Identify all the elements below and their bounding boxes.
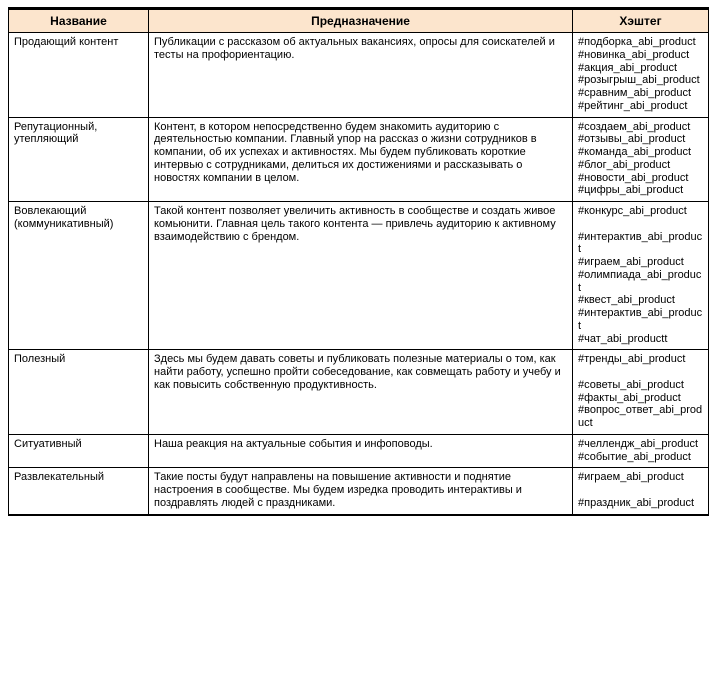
- cell-hashtags: #челлендж_abi_product #событие_abi_product: [573, 434, 709, 468]
- cell-purpose: Публикации с рассказом об актуальных вакансиях, опросы для соискателей и тесты на профориентацию.: [149, 33, 573, 118]
- cell-purpose: Такой контент позволяет увеличить активность в сообществе и создать живое комьюнити. Главная цель такого контента — привлечь аудиторию к активному взаимодействию с брендом.: [149, 202, 573, 350]
- cell-hashtags: #тренды_abi_product #советы_abi_product #факты_abi_product #вопрос_ответ_abi_product: [573, 350, 709, 435]
- cell-purpose: Контент, в котором непосредственно будем знакомить аудиторию с деятельностью компании. Главный упор на рассказ о жизни сотрудников в компании, об их успехах и активностях. Мы будем публиковать короткие интервью с сотрудниками, делиться их достижениями и рассказывать о новостях компании в целом.: [149, 117, 573, 202]
- column-header-purpose: Предназначение: [149, 9, 573, 33]
- cell-name: Развлекательный: [9, 468, 149, 515]
- cell-hashtags: #конкурс_abi_product #интерактив_abi_product #играем_abi_product #олимпиада_abi_product #квест_abi_product #интерактив_abi_product #чат_abi_productt: [573, 202, 709, 350]
- cell-purpose: Наша реакция на актуальные события и инфоповоды.: [149, 434, 573, 468]
- cell-purpose: Здесь мы будем давать советы и публиковать полезные материалы о том, как найти работу, успешно пройти собеседование, как совмещать работу и учебу и как повысить собственную продуктивность.: [149, 350, 573, 435]
- cell-name: Полезный: [9, 350, 149, 435]
- cell-name: Вовлекающий (коммуникативный): [9, 202, 149, 350]
- table-row: [9, 468, 709, 515]
- cell-purpose: Такие посты будут направлены на повышение активности и поднятие настроения в сообществе. Мы будем изредка проводить интерактивы и поздравлять людей с праздниками.: [149, 468, 573, 515]
- column-header-name: Название: [9, 9, 149, 33]
- cell-hashtags: #играем_abi_product #праздник_abi_product: [573, 468, 709, 515]
- table-row: [9, 202, 709, 350]
- table-row: [9, 434, 709, 468]
- table-row: [9, 117, 709, 202]
- cell-hashtags: #подборка_abi_product #новинка_abi_product #акция_abi_product #розыгрыш_abi_product #сравним_abi_product #рейтинг_abi_product: [573, 33, 709, 118]
- cell-name: Ситуативный: [9, 434, 149, 468]
- cell-hashtags: #создаем_abi_product #отзывы_abi_product #команда_abi_product #блог_abi_product #новости_abi_product #цифры_abi_product: [573, 117, 709, 202]
- table-header-row: [9, 9, 709, 33]
- cell-name: Репутационный, утепляющий: [9, 117, 149, 202]
- table-row: [9, 350, 709, 435]
- cell-name: Продающий контент: [9, 33, 149, 118]
- table-row: [9, 33, 709, 118]
- column-header-hashtag: Хэштег: [573, 9, 709, 33]
- content-plan-table: [8, 7, 709, 516]
